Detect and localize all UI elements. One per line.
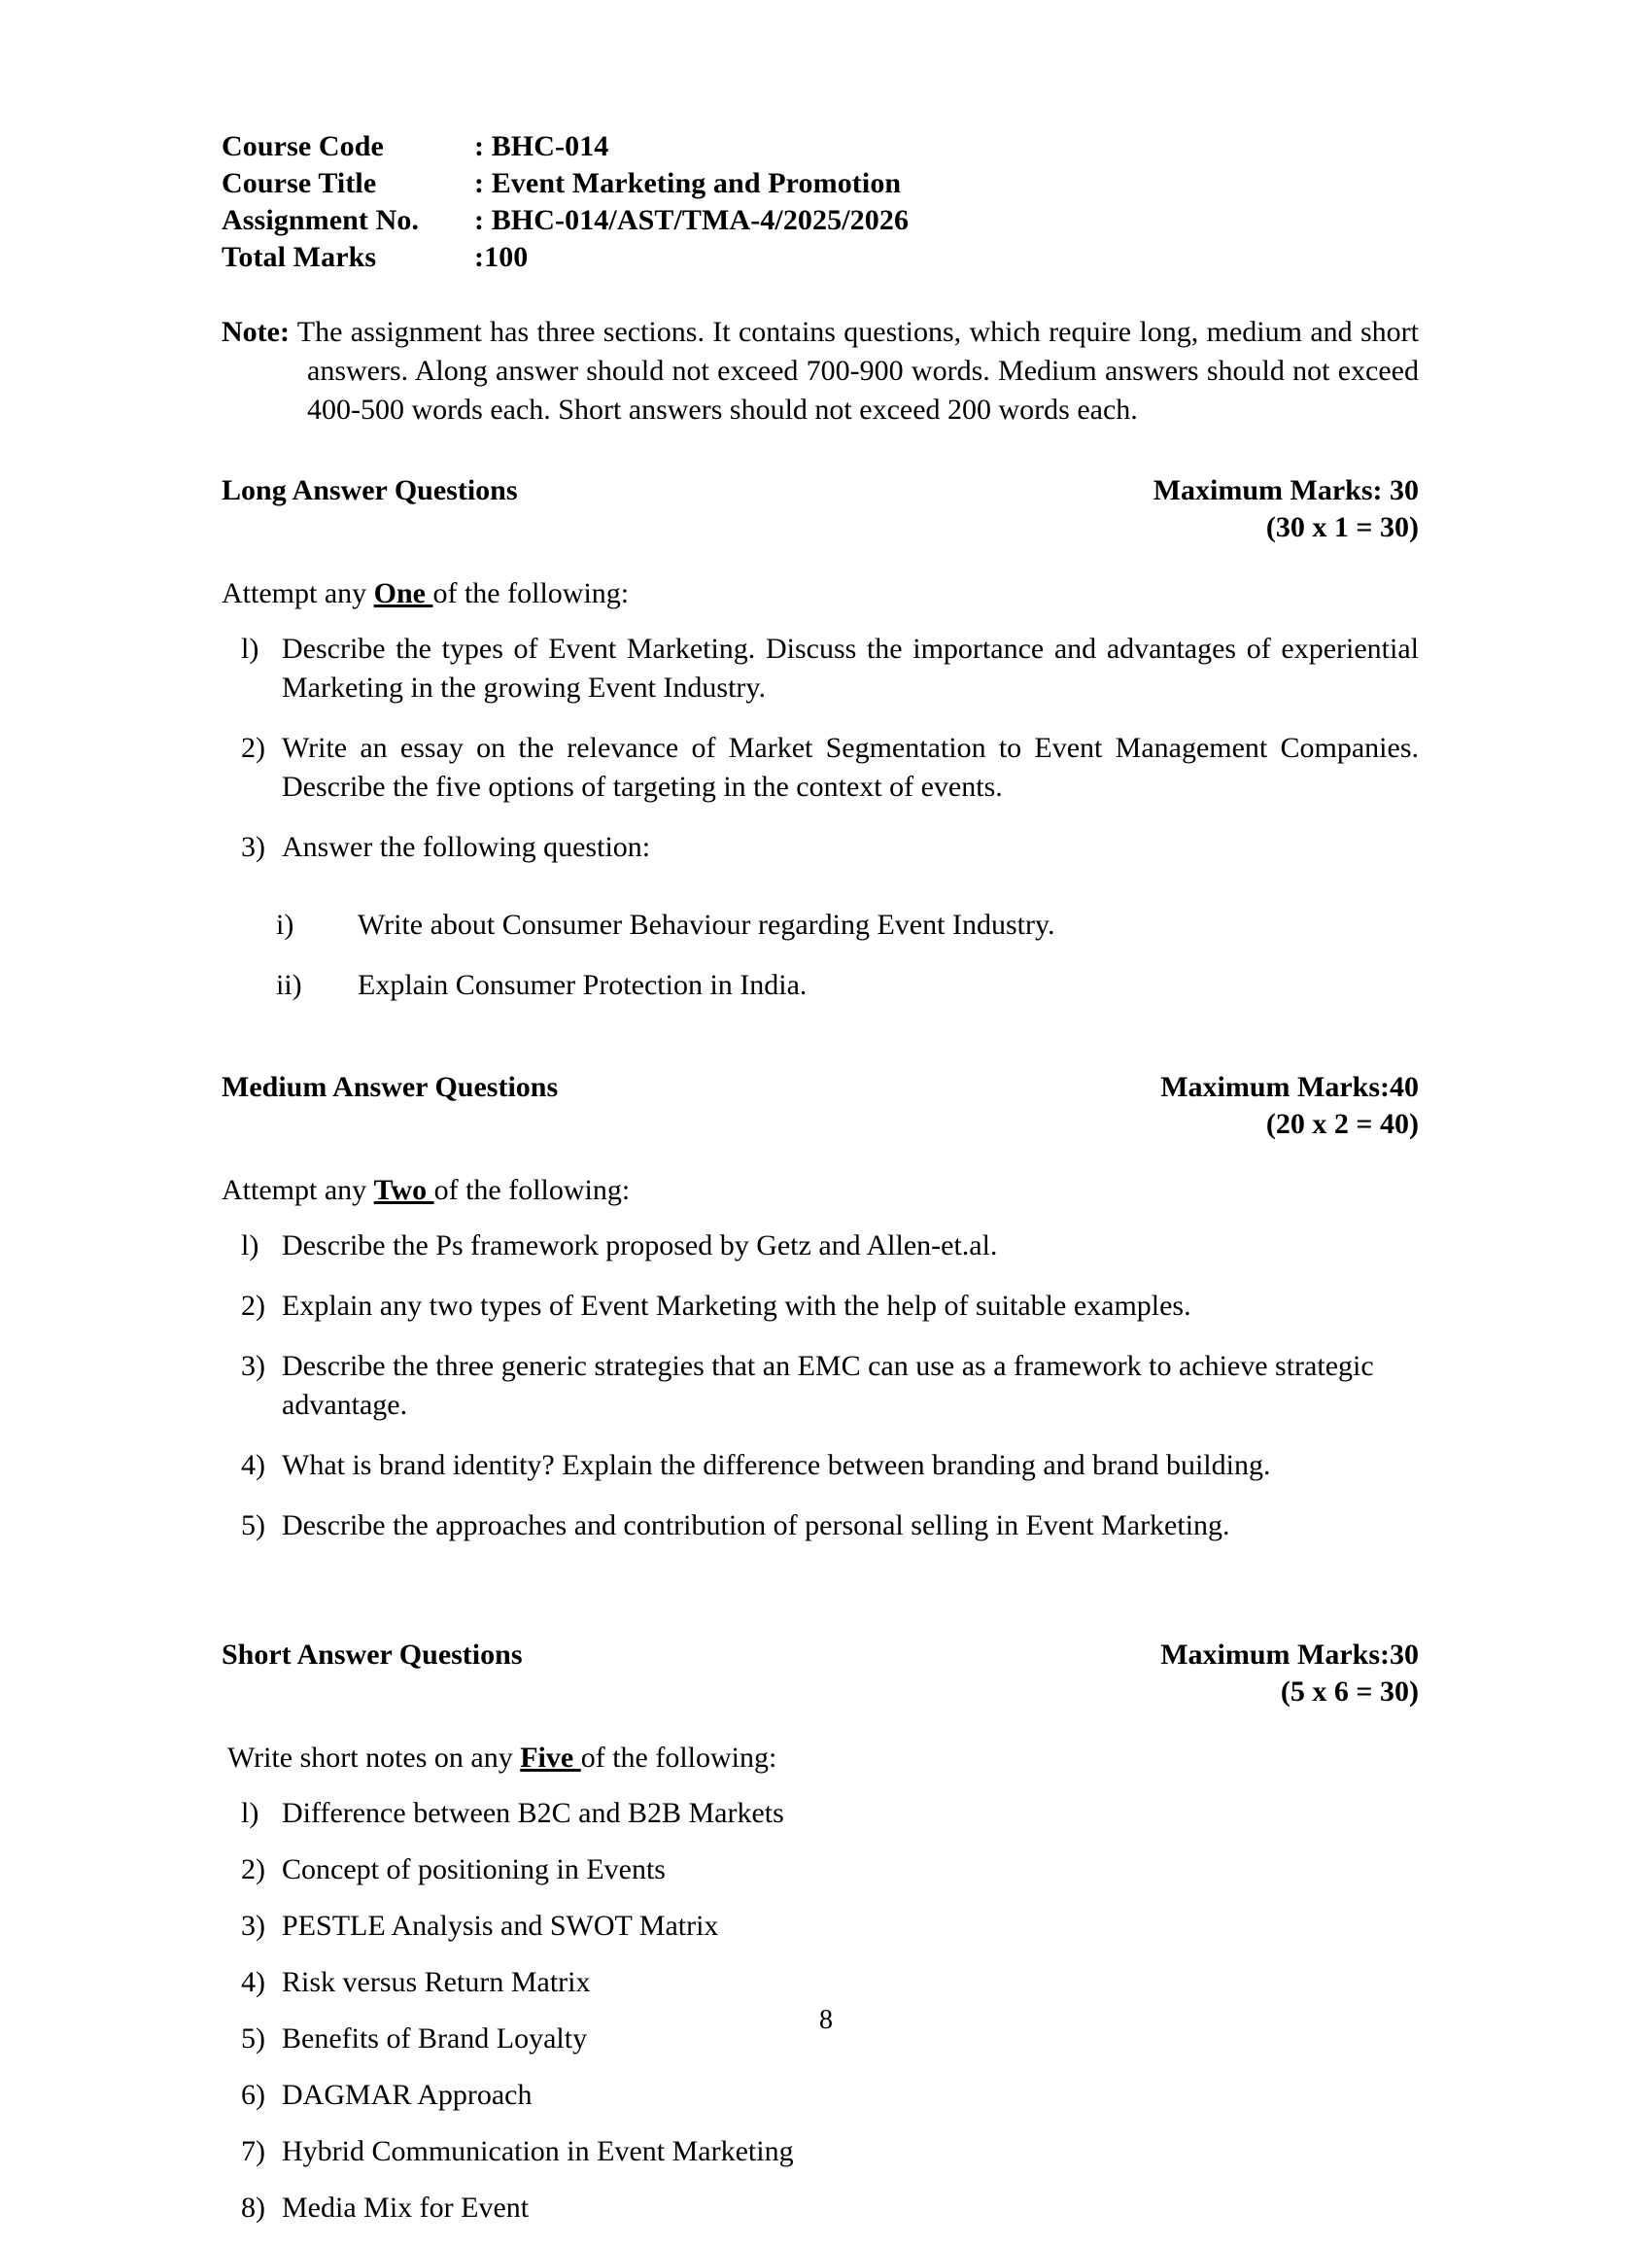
attempt-suffix-long: of the following: — [432, 577, 630, 609]
question-item — [222, 630, 1419, 708]
question-marker: 3) — [241, 831, 265, 863]
question-item — [222, 1446, 1419, 1485]
subquestion-marker: i) — [276, 909, 294, 941]
meta-value-course-title: : Event Marketing and Promotion — [474, 167, 902, 199]
meta-label-course-title: Course Title — [222, 167, 377, 199]
question-text: Describe the types of Event Marketing. Discuss the importance and advantages of experiential Marketing in the growing Event Industry. — [282, 633, 1419, 704]
attempt-prefix-medium: Attempt any — [222, 1174, 374, 1206]
course-meta-block — [222, 128, 1419, 276]
attempt-suffix-medium: of the following: — [433, 1174, 631, 1206]
subquestion-item — [222, 966, 1419, 1005]
question-list-long — [222, 630, 1419, 867]
section-header-short — [222, 1637, 1419, 1674]
question-item — [222, 729, 1419, 807]
attempt-emphasis-long: One — [373, 577, 433, 609]
page-number: 8 — [819, 2005, 833, 2035]
attempt-prefix-long: Attempt any — [222, 577, 374, 609]
attempt-emphasis-short: Five — [520, 1742, 581, 1774]
question-marker: 4) — [241, 1449, 265, 1481]
meta-label-assignment-no: Assignment No. — [222, 204, 420, 236]
question-item — [222, 1850, 1419, 1889]
question-text: Answer the following question: — [282, 831, 651, 863]
note-body — [222, 313, 1419, 430]
note-text: The assignment has three sections. It contains questions, which require long, medium and short answers. Along answer should not exceed 700-900 words. Medium answers should not exceed 400-500 words each. Short answers should not exceed 200 words each. — [296, 316, 1420, 426]
question-item — [222, 1907, 1419, 1946]
question-marker: 2) — [241, 732, 265, 764]
question-marker: 4) — [241, 1966, 265, 1998]
meta-label-total-marks: Total Marks — [222, 241, 377, 273]
attempt-instruction-medium — [222, 1172, 1419, 1209]
question-marker: 8) — [241, 2192, 265, 2224]
meta-label-course-code: Course Code — [222, 130, 384, 162]
question-text: Write an essay on the relevance of Market Segmentation to Event Management Companies. Describe the five options of targeting in the context of events. — [282, 732, 1419, 803]
question-marker: l) — [241, 633, 259, 665]
meta-value-assignment-no: : BHC-014/AST/TMA-4/2025/2026 — [474, 204, 910, 236]
attempt-suffix-short: of the following: — [580, 1742, 777, 1774]
question-item — [222, 2132, 1419, 2171]
section-marks-long: Maximum Marks: 30 — [1153, 474, 1419, 506]
question-item — [222, 1963, 1419, 2002]
meta-value-total-marks: :100 — [474, 241, 529, 273]
question-text: Describe the three generic strategies that an EMC can use as a framework to achieve strategic advantage. — [282, 1350, 1374, 1421]
question-marker: l) — [241, 1797, 259, 1829]
question-text: Benefits of Brand Loyalty — [282, 2022, 588, 2055]
meta-row-assignment-no — [222, 202, 1419, 239]
attempt-prefix-short: Write short notes on any — [227, 1742, 521, 1774]
page-content — [222, 128, 1419, 2245]
subquestion-text: Explain Consumer Protection in India. — [358, 969, 808, 1001]
question-item — [222, 828, 1419, 867]
note-block — [222, 313, 1419, 430]
question-item — [222, 1794, 1419, 1833]
question-item — [222, 1347, 1419, 1425]
question-marker: 7) — [241, 2135, 265, 2167]
question-text: What is brand identity? Explain the difference between branding and brand building. — [282, 1449, 1271, 1481]
subquestion-marker: ii) — [276, 969, 302, 1001]
section-title-medium: Medium Answer Questions — [222, 1071, 559, 1103]
question-text: DAGMAR Approach — [282, 2079, 533, 2111]
attempt-instruction-short — [222, 1740, 1419, 1777]
question-text: Difference between B2C and B2B Markets — [282, 1797, 784, 1829]
question-text: Explain any two types of Event Marketing with the help of suitable examples. — [282, 1290, 1191, 1322]
section-header-long — [222, 472, 1419, 509]
question-text: Media Mix for Event — [282, 2192, 530, 2224]
attempt-emphasis-medium: Two — [373, 1174, 434, 1206]
subquestion-text: Write about Consumer Behaviour regarding Event Industry. — [358, 909, 1055, 941]
section-header-medium — [222, 1069, 1419, 1106]
note-label: Note: — [222, 316, 290, 348]
question-marker: 5) — [241, 2022, 265, 2055]
question-text: Hybrid Communication in Event Marketing — [282, 2135, 794, 2167]
section-marks-short: Maximum Marks:30 — [1160, 1639, 1419, 1671]
meta-row-total-marks — [222, 239, 1419, 276]
section-title-long: Long Answer Questions — [222, 474, 518, 506]
question-item — [222, 2076, 1419, 2115]
subquestion-list-long — [222, 906, 1419, 1005]
question-text: Concept of positioning in Events — [282, 1853, 666, 1885]
question-marker: 2) — [241, 1290, 265, 1322]
question-marker: 3) — [241, 1350, 265, 1382]
question-marker: 2) — [241, 1853, 265, 1885]
question-text: Risk versus Return Matrix — [282, 1966, 591, 1998]
question-text: PESTLE Analysis and SWOT Matrix — [282, 1910, 719, 1942]
meta-row-course-code — [222, 128, 1419, 165]
question-list-medium — [222, 1226, 1419, 1545]
question-text: Describe the approaches and contribution of personal selling in Event Marketing. — [282, 1509, 1230, 1541]
meta-value-course-code: : BHC-014 — [474, 130, 609, 162]
question-text: Describe the Ps framework proposed by Getz and Allen-et.al. — [282, 1229, 998, 1261]
attempt-instruction-long — [222, 575, 1419, 612]
question-marker: 3) — [241, 1910, 265, 1942]
section-weightage-long: (30 x 1 = 30) — [1265, 511, 1419, 543]
question-item — [222, 1226, 1419, 1265]
section-marks-medium: Maximum Marks:40 — [1160, 1071, 1419, 1103]
question-item — [222, 1506, 1419, 1545]
section-weightage-short: (5 x 6 = 30) — [1280, 1675, 1419, 1708]
meta-row-course-title — [222, 165, 1419, 202]
section-weightage-medium: (20 x 2 = 40) — [1265, 1108, 1419, 1140]
question-marker: 5) — [241, 1509, 265, 1541]
question-item — [222, 1287, 1419, 1326]
question-marker: l) — [241, 1229, 259, 1261]
section-title-short: Short Answer Questions — [222, 1639, 523, 1671]
subquestion-item — [222, 906, 1419, 945]
question-item — [222, 2189, 1419, 2228]
question-marker: 6) — [241, 2079, 265, 2111]
